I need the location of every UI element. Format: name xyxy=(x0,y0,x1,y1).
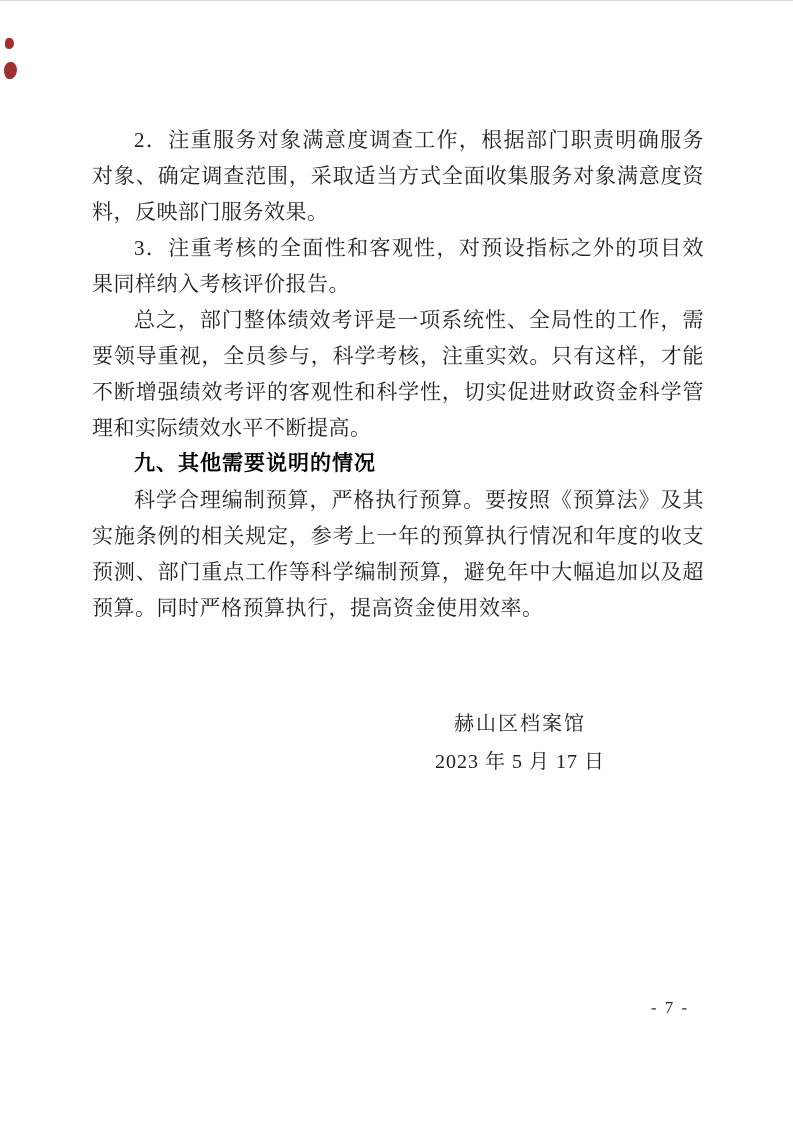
red-scan-mark-large xyxy=(3,61,18,79)
page-top-edge-line xyxy=(0,0,793,1)
paragraph-line: 料，反映部门服务效果。 xyxy=(92,200,329,224)
document-body xyxy=(92,122,704,626)
paragraph-line: 2．注重服务对象满意度调查工作，根据部门职责明确服务 xyxy=(134,128,704,152)
paragraph xyxy=(92,122,704,230)
section-heading xyxy=(92,446,704,482)
paragraph xyxy=(92,482,704,626)
paragraph-line: 果同样纳入考核评价报告。 xyxy=(92,272,350,296)
paragraph-line: 总之，部门整体绩效考评是一项系统性、全局性的工作，需 xyxy=(134,308,704,332)
page-number: - 7 - xyxy=(650,998,690,1017)
paragraph-line: 实施条例的相关规定，参考上一年的预算执行情况和年度的收支 xyxy=(92,524,704,548)
paragraph-line: 不断增强绩效考评的客观性和科学性，切实促进财政资金科学管 xyxy=(92,380,704,404)
paragraph xyxy=(92,302,704,446)
red-scan-mark-small xyxy=(4,37,14,49)
signature-organization: 赫山区档案馆 xyxy=(454,713,586,735)
section-heading-text: 九、其他需要说明的情况 xyxy=(134,452,376,475)
paragraph-line: 要领导重视，全员参与，科学考核，注重实效。只有这样，才能 xyxy=(92,344,704,368)
signature-date: 2023 年 5 月 17 日 xyxy=(435,751,605,773)
paragraph-line: 科学合理编制预算，严格执行预算。要按照《预算法》及其 xyxy=(134,488,704,512)
paragraph-line: 3．注重考核的全面性和客观性，对预设指标之外的项目效 xyxy=(134,236,704,260)
paragraph-line: 预测、部门重点工作等科学编制预算，避免年中大幅追加以及超 xyxy=(92,560,704,584)
signature-block xyxy=(380,705,660,781)
paragraph-line: 理和实际绩效水平不断提高。 xyxy=(92,416,372,440)
paragraph xyxy=(92,230,704,302)
paragraph-line: 对象、确定调查范围，采取适当方式全面收集服务对象满意度资 xyxy=(92,164,704,188)
paragraph-line: 预算。同时严格预算执行，提高资金使用效率。 xyxy=(92,596,544,620)
